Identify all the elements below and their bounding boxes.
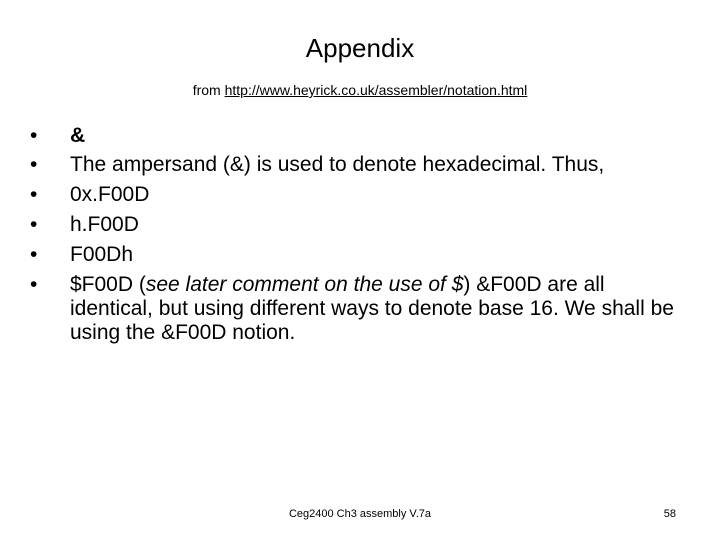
slide-title: Appendix bbox=[305, 33, 415, 63]
bullet-text: 0x.F00D bbox=[70, 183, 150, 206]
footer-course: Ceg2400 Ch3 assembly V.7a bbox=[288, 508, 432, 520]
bullet-text: h.F00D bbox=[70, 213, 139, 236]
bullet-text-part1: $F00D ( bbox=[70, 273, 146, 296]
source-prefix: from bbox=[192, 82, 225, 98]
bullet-dot: • bbox=[30, 124, 38, 147]
bullet-dot: • bbox=[30, 243, 38, 266]
bullet-dot: • bbox=[30, 153, 38, 176]
list-item bbox=[30, 243, 690, 267]
page-number: 58 bbox=[663, 508, 676, 520]
bullet-list bbox=[30, 124, 690, 351]
source-line bbox=[0, 80, 720, 100]
bullet-text: & bbox=[70, 124, 86, 147]
list-item bbox=[30, 273, 690, 345]
list-item bbox=[30, 124, 690, 148]
bullet-dot: • bbox=[30, 183, 38, 206]
list-item bbox=[30, 183, 690, 207]
source-link[interactable]: http://www.heyrick.co.uk/assembler/notation.html bbox=[224, 82, 528, 98]
bullet-text-italic: see later comment on the use of $ bbox=[145, 273, 464, 296]
bullet-dot: • bbox=[30, 273, 38, 296]
bullet-dot: • bbox=[30, 213, 38, 236]
bullet-text-part2: ) &F00D are all identical, but using different ways to denote base 16. We shall be using the &F00D notion. bbox=[70, 273, 674, 344]
list-item bbox=[30, 153, 690, 177]
bullet-text: The ampersand (&) is used to denote hexadecimal. Thus, bbox=[70, 153, 605, 176]
bullet-text: F00Dh bbox=[70, 243, 134, 266]
list-item bbox=[30, 213, 690, 237]
